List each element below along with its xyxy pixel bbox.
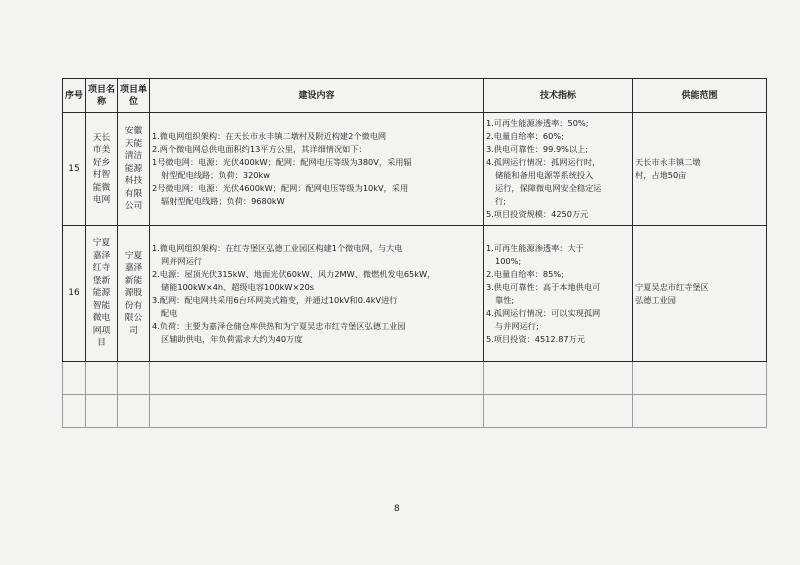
tech-line: 2.电量自给率：60%; [486,131,564,141]
unit-line: 限公 [124,313,143,324]
name-line: 能微 [92,182,111,193]
ghost-cell [86,395,118,428]
name-line: 智能 [92,300,111,311]
ghost-cell [86,362,118,395]
supply-range [633,113,767,226]
ghost-cell [150,362,484,395]
ghost-cell [484,362,633,395]
unit-line: 安徽 [124,126,143,137]
table-row [63,113,767,226]
content-line: 2.两个微电网总供电面积约13平方公里，其详细情况如下： [152,144,367,154]
content-line: 3.配网：配电网共采用6台环网美式箱变，并通过10kV和0.4kV进行 [152,294,398,305]
row-number: 16 [63,226,86,362]
ghost-cell [150,395,484,428]
range-line: 弘德工业园 [635,294,676,305]
unit-line: 科技 [124,176,143,187]
unit-line: 司 [129,325,138,336]
unit-line: 天能 [124,138,143,149]
content-line: 2号微电网：电源：光伏4600kW；配网：配网电压等级为10kV，采用 [152,183,409,193]
name-line: 村智 [92,170,111,180]
bleed-through-row [63,362,767,395]
ghost-cell [633,362,767,395]
tech-line: 5.项目投资规模：4250万元 [486,209,589,219]
header-content: 建设内容 [150,79,484,113]
content-line: 配电 [161,307,178,318]
bleed-through-row [63,395,767,428]
name-line: 市美 [92,145,111,155]
tech-line: 4.孤网运行情况：可以实现孤网 [486,307,601,318]
ghost-cell [118,395,150,428]
table-header-row [63,79,767,113]
header-unit: 项目单位 [118,79,150,113]
tech-line: 2.电量自给率：85%; [486,268,564,279]
name-line: 网项 [92,325,111,336]
unit-line: 宁夏 [124,250,143,261]
ghost-cell [118,362,150,395]
unit-line: 清洁 [124,151,143,162]
tech-line: 1.可再生能源渗透率：50%; [486,118,589,128]
ghost-cell [484,395,633,428]
unit-line: 嘉泽 [124,263,143,274]
content-line: 射型配电线路；负荷：320kw [161,170,270,180]
unit-line: 源股 [124,288,143,299]
table-row [63,226,767,362]
name-line: 堡新 [92,275,111,286]
name-line: 红寺 [92,263,111,274]
header-name: 项目名称 [86,79,118,113]
project-table [62,78,767,428]
unit-line: 新能 [124,275,143,286]
project-name [86,226,118,362]
content-line: 1.微电网组织架构：在天长市永丰镇二墩村及附近构建2个微电网 [152,131,387,141]
tech-line: 与并网运行; [495,320,539,331]
content-line: 2.电源：屋顶光伏315kW、地面光伏60kW、风力2MW、微燃机发电65kW， [152,268,436,279]
tech-line: 3.供电可靠性：高于本地供电可 [486,281,601,292]
tech-line: 3.供电可靠性：99.9%以上; [486,144,589,154]
technical-indicators [484,226,633,362]
content-line: 4.负荷：主要为嘉泽仓储仓库供热和为宁夏吴忠市红寺堡区弘德工业园 [152,320,406,331]
project-name [86,113,118,226]
project-unit [118,226,150,362]
page-number: 8 [394,504,400,514]
construction-content [150,113,484,226]
supply-range [633,226,767,362]
content-line: 1号微电网：电源：光伏400kW；配网：配网电压等级为380V，采用辐 [152,157,412,167]
name-line: 微电 [92,313,111,324]
content-line: 辐射型配电线路；负荷：9680kW [161,196,285,206]
unit-line: 能源 [124,163,143,174]
range-line: 宁夏吴忠市红寺堡区 [635,281,709,292]
name-line: 目 [97,338,106,349]
unit-line: 公司 [124,201,143,212]
tech-line: 储能和备用电源等系统投入 [495,170,594,180]
content-line: 区辅助供电，年负荷需求大约为40万度 [161,333,303,344]
ghost-cell [633,395,767,428]
range-line: 村，占地50亩 [635,170,687,180]
row-number: 15 [63,113,86,226]
content-line: 网并网运行 [161,255,202,266]
construction-content [150,226,484,362]
tech-line: 运行，保障微电网安全稳定运 [495,183,602,193]
unit-line: 有限 [124,188,143,199]
header-no: 序号 [63,79,86,113]
header-range: 供能范围 [633,79,767,113]
content-line: 1.微电网组织架构：在红寺堡区弘德工业园区构建1个微电网，与大电 [152,242,403,253]
header-tech: 技术指标 [484,79,633,113]
tech-line: 靠性; [495,294,515,305]
unit-line: 份有 [124,300,143,311]
project-unit [118,113,150,226]
ghost-cell [63,395,86,428]
content-line: 储能100kW×4h、超级电容100kW×20s [161,281,315,292]
name-line: 能源 [92,288,111,299]
tech-line: 100%; [495,255,522,266]
tech-line: 行; [495,196,506,206]
name-line: 天长 [92,132,111,143]
tech-line: 1.可再生能源渗透率：大于 [486,242,584,253]
range-line: 天长市永丰镇二墩 [635,157,701,167]
name-line: 宁夏 [92,238,111,249]
ghost-cell [63,362,86,395]
tech-line: 5.项目投资：4512.87万元 [486,333,585,344]
tech-line: 4.孤网运行情况：孤网运行时， [486,157,601,167]
name-line: 电网 [92,195,111,205]
technical-indicators [484,113,633,226]
name-line: 嘉泽 [92,250,111,261]
name-line: 好乡 [92,157,111,168]
